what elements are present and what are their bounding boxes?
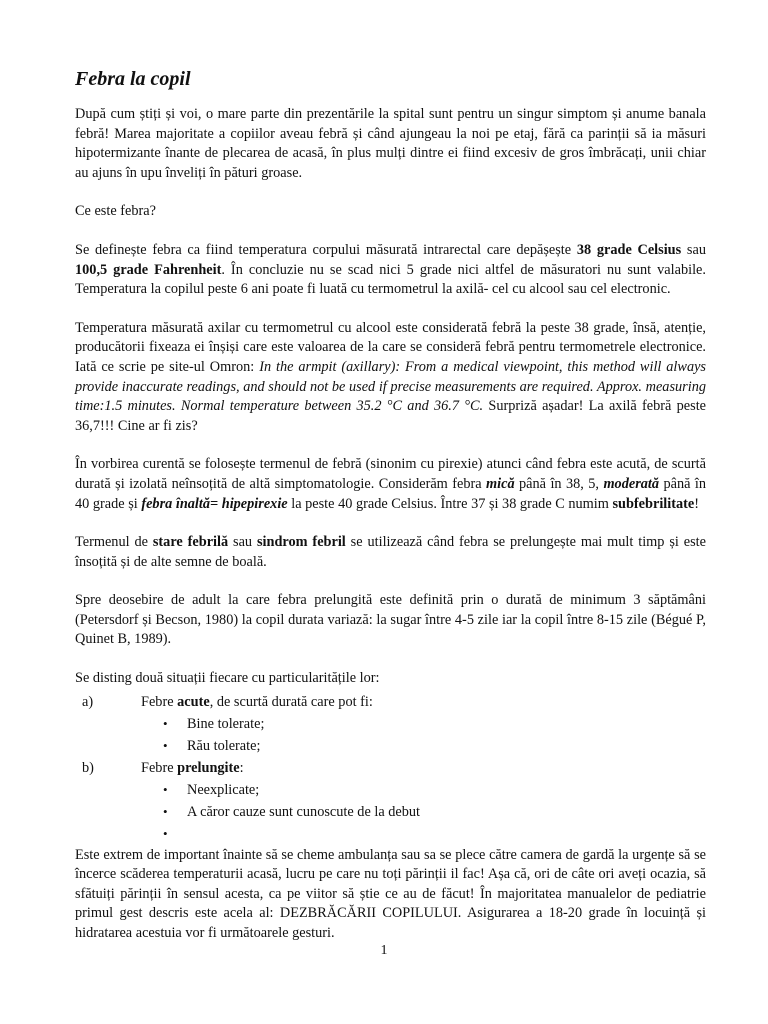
document-page: [75, 66, 706, 963]
list-subitem: • A căror cauze sunt cunoscute de la debut: [75, 801, 706, 823]
advice-paragraph: Este extrem de important înainte să se cheme ambulanța sau sa se plece către camera de gardă la urgențe să se încerce scăderea temperaturii acasă, lucru pe care nu toți părinții il fac! Așa că, ori de câte ori aveți ocazia, să sfătuiți părinții în sensul acesta, ca pe viitor să știe ce au de făcut! În majoritatea manualelor de pediatrie primul gest descris este acela al: DEZBRĂCĂRII COPILULUI. Asigurarea a 18-20 grade în locuință și hidratarea acestuia vor fi următoarele gesturi.: [75, 846, 706, 942]
document-title: Febra la copil: [75, 68, 191, 90]
duration-paragraph: Spre deosebire de adult la care febra prelungită este definită prin o durată de minimum 3 săptămâni (Petersdorf și Becson, 1980) la copil durata variază: la sugar între 4-5 zile iar la copil între 8-15 zile (Bégué P, Quinet B, 1989).: [75, 592, 706, 648]
bullet-icon: •: [163, 715, 168, 731]
situations-list: [75, 691, 706, 845]
bullet-icon: •: [163, 803, 168, 819]
list-subitem: • Rău tolerate;: [75, 735, 706, 757]
list-item-b: b) Febre prelungite:: [82, 759, 244, 776]
terminology-paragraph: În vorbirea curentă se folosește termenul de febră (sinonim cu pirexie) atunci când febra este acută, de scurtă durată și izolată neînsoțită de altă simptomatologie. Considerăm febra mică până în 38, 5, moderată până în 40 grade și febra înaltă= hipepirexie la peste 40 grade Celsius. Între 37 și 38 grade C numim subfebrilitate!: [75, 456, 707, 512]
situations-intro: Se disting două situații fiecare cu particularitățile lor:: [75, 670, 380, 687]
febrile-state-paragraph: Termenul de stare febrilă sau sindrom febril se utilizează când febra se prelungește mai mult timp și este însoțită și de alte semne de boală.: [75, 534, 706, 570]
list-subitem: [75, 823, 706, 845]
page-number: 1: [380, 943, 388, 958]
intro-paragraph: După cum știți și voi, o mare parte din prezentările la spital sunt pentru un singur simptom și anume banala febră! Marea majoritate a copiilor aveau febră și când ajungeau la noi pe etaj, fără ca parinții să ia măsuri hipotermizante înante de plecarea de acasă, în plus mulți dintre ei fiind excesiv de gros îmbrăcați, unii chiar au ajuns în upu înveliți în pături groase.: [75, 106, 706, 181]
list-item-a: a) Febre acute, de scurtă durată care pot fi:: [82, 693, 373, 710]
list-subitem: • Bine tolerate;: [75, 713, 706, 735]
bullet-icon: •: [163, 781, 168, 797]
question-heading: Ce este febra?: [75, 203, 156, 220]
omron-quote: In the armpit (axillary): From a medical viewpoint, this method will always provide inaccurate readings, and should not be used if precise measurements are required. Approx. measuring time:1.5 minutes. Normal temperature between 35.2 °C and 36.7 °C.: [75, 358, 706, 415]
axillary-paragraph: Temperatura măsurată axilar cu termometrul cu alcool este considerată febră la peste 38 grade, însă, atenție, producătorii fixeaza ei înșiși care este valoarea de la care se consideră febră pentru termometrele electronice. Iată ce scrie pe site-ul Omron: In the armpit (axillary): From a medical viewpoint, this method will always provide inaccurate readings, and should not be used if precise measurements are required. Approx. measuring time:1.5 minutes. Normal temperature between 35.2 °C and 36.7 °C. Surpriză așadar! La axilă febră peste 36,7!!! Cine ar fi zis?: [75, 319, 707, 434]
list-subitem: • Neexplicate;: [75, 779, 706, 801]
definition-paragraph: Se definește febra ca fiind temperatura corpului măsurată intrarectal care depășește 38 grade Celsius sau 100,5 grade Fahrenheit. În concluzie nu se scad nici 5 grade nici altfel de măsuratori nu sunt valabile. Temperatura la copilul peste 6 ani poate fi luată cu termometrul la axilă- cel cu alcool sau cel electronic.: [75, 241, 706, 298]
bullet-icon: •: [163, 737, 168, 753]
bullet-icon: •: [163, 825, 168, 841]
